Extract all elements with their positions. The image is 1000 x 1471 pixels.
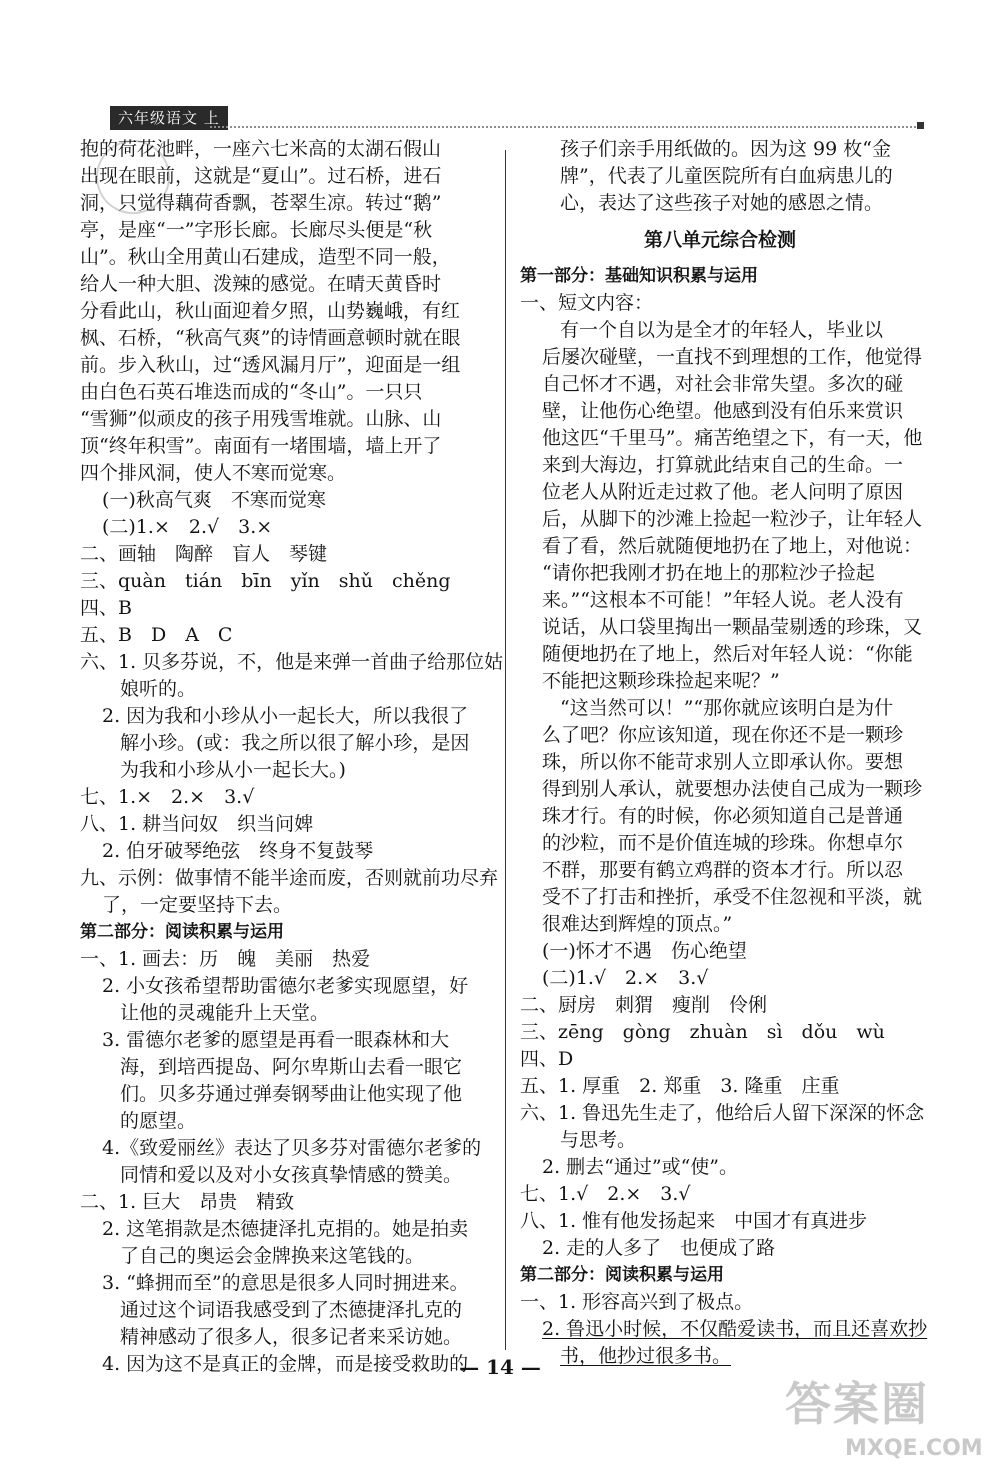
answer-line: 不群，那要有鹤立鸡群的资本才行。所以忍: [542, 859, 904, 881]
answer-line: 三、zēng gòng zhuàn sì dǒu wù: [520, 1021, 885, 1043]
answer-line: 位老人从附近走过救了他。老人问明了原因: [542, 481, 904, 503]
answer-line: “雪狮”似顽皮的孩子用残雪堆就。山脉、山: [80, 408, 442, 430]
answer-line: 枫、石桥，“秋高气爽”的诗情画意顿时就在眼: [80, 327, 461, 349]
answer-line: 通过这个词语我感受到了杰德捷泽扎克的: [120, 1299, 463, 1321]
answer-line: 2. 删去“通过”或“使”。: [542, 1156, 739, 1178]
answer-line: 4. 因为这不是真正的金牌，而是接受救助的: [102, 1353, 469, 1375]
section-heading: 第二部分：阅读积累与运用: [80, 922, 284, 942]
answer-line: 亭，是座“一”字形长廊。长廊尽头便是“秋: [80, 219, 433, 241]
answer-line: 顶“终年积雪”。南面有一堵围墙，墙上开了: [80, 435, 442, 457]
answer-line: (二)1.× 2.√ 3.×: [102, 516, 273, 538]
answer-line: 牌”，代表了儿童医院所有白血病患儿的: [560, 165, 893, 187]
right-column: [520, 136, 928, 1370]
answer-line: 六、1. 鲁迅先生走了，他给后人留下深深的怀念: [520, 1102, 925, 1124]
answer-line: 随便地扔在了地上，然后对年轻人说：“你能: [542, 643, 913, 665]
answer-line: 给人一种大胆、泼辣的感觉。在晴天黄昏时: [80, 273, 442, 295]
answer-line: 2. 伯牙破琴绝弦 终身不复鼓琴: [102, 840, 374, 862]
answer-line: 珠才行。有的时候，你必须知道自己是普通: [542, 805, 904, 827]
answer-line: 2. 因为我和小珍从小一起长大，所以我很了: [102, 705, 469, 727]
answer-line: (一)怀才不遇 伤心绝望: [542, 940, 747, 962]
answer-line: 二、厨房 刺猬 瘦削 伶俐: [520, 994, 768, 1016]
answer-line: 与思考。: [560, 1129, 637, 1151]
answer-line: 么了吧？你应该知道，现在你还不是一颗珍: [542, 724, 904, 746]
answer-line: 壁，让他伤心绝望。他感到没有伯乐来赏识: [542, 400, 904, 422]
answer-line: 抱的荷花池畔，一座六七米高的太湖石假山: [80, 138, 442, 160]
answer-line: 3. “蜂拥而至”的意思是很多人同时拥进来。: [102, 1272, 469, 1294]
answer-line: 娘听的。: [120, 678, 197, 700]
answer-line: 说话，从口袋里掏出一颗晶莹剔透的珍珠，又: [542, 616, 923, 638]
answer-line: 他这匹“千里马”。痛苦绝望之下，有一天，他: [542, 427, 923, 449]
answer-line: 同情和爱以及对小女孩真挚情感的赞美。: [120, 1164, 463, 1186]
answer-line: 前。步入秋山，过“透风漏月厅”，迎面是一组: [80, 354, 461, 376]
answer-line: 六、1. 贝多芬说，不，他是来弹一首曲子给那位姑: [80, 651, 504, 673]
watermark-url: MXQE.COM: [845, 1436, 983, 1461]
answer-line: 2. 小女孩希望帮助雷德尔老爹实现愿望，好: [102, 975, 469, 997]
watermark-logo: [785, 1368, 983, 1463]
answer-line: “请你把我刚才扔在地上的那粒沙子捡起: [542, 562, 875, 584]
answer-line: 解小珍。(或：我之所以很了解小珍，是因: [120, 732, 470, 754]
answer-line: 2. 鲁迅小时候，不仅酷爱读书，而且还喜欢抄: [542, 1318, 928, 1340]
answer-line: 三、quàn tián bīn yǐn shǔ chěng: [80, 570, 451, 592]
answer-line: (二)1.√ 2.× 3.√: [542, 967, 709, 989]
answer-line: 七、1.√ 2.× 3.√: [520, 1183, 691, 1205]
header-square: [917, 122, 924, 129]
answer-line: 们。贝多芬通过弹奏钢琴曲让他实现了他: [120, 1083, 463, 1105]
answer-line: 四、D: [520, 1048, 574, 1070]
answer-line: 一、1. 画去：历 魄 美丽 热爱: [80, 948, 371, 970]
page-number: — 14 —: [459, 1355, 541, 1379]
answer-line: 心，表达了这些孩子对她的感恩之情。: [560, 192, 884, 214]
answer-line: 不能把这颗珍珠捡起来呢？”: [542, 670, 780, 692]
answer-line: 的愿望。: [120, 1110, 197, 1132]
answer-line: “这当然可以！”“那你就应该明白是为什: [560, 697, 894, 719]
answer-line: 3. 雷德尔老爹的愿望是再看一眼森林和大: [102, 1029, 450, 1051]
answer-line: 八、1. 惟有他发扬起来 中国才有真进步: [520, 1210, 868, 1232]
answer-line: 八、1. 耕当问奴 织当问婢: [80, 813, 314, 835]
answer-line: 得到别人承认，就要想办法使自己成为一颗珍: [542, 778, 923, 800]
answer-line: 出现在眼前，这就是“夏山”。过石桥，进石: [80, 165, 442, 187]
answer-line: 珠，所以你不能苛求别人立即承认你。要想: [542, 751, 904, 773]
answer-line: 精神感动了很多人，很多记者来采访她。: [120, 1326, 463, 1348]
answer-line: 书，他抄过很多书。: [560, 1345, 732, 1367]
watermark-title: 答案圈: [785, 1377, 929, 1431]
answer-line: 一、1. 形容高兴到了极点。: [520, 1291, 754, 1313]
answer-line: 受不了打击和挫折，承受不住忽视和平淡，就: [542, 886, 923, 908]
answer-line: 自己怀才不遇，对社会非常失望。多次的碰: [542, 373, 904, 395]
answer-line: 七、1.× 2.× 3.√: [80, 786, 255, 808]
answer-line: 2. 走的人多了 也便成了路: [542, 1237, 776, 1259]
answer-line: 洞，只觉得藕荷香飘，苍翠生凉。转过“鹅”: [80, 192, 442, 214]
answer-line: 为我和小珍从小一起长大。): [120, 759, 346, 781]
answer-line: 的沙粒，而不是价值连城的珍珠。你想卓尔: [542, 832, 904, 854]
answer-line: 2. 这笔捐款是杰德捷泽扎克捐的。她是拍卖: [102, 1218, 469, 1240]
answer-line: (一)秋高气爽 不寒而觉寒: [102, 489, 326, 511]
header-tag: 六年级语文 上: [110, 106, 228, 130]
answer-line: 分看此山，秋山面迎着夕照，山势巍峨，有红: [80, 300, 461, 322]
answer-line: 海，到培西提岛、阿尔卑斯山去看一眼它: [120, 1056, 463, 1078]
answer-line: 山”。秋山全用黄山石建成，造型不同一般，: [80, 246, 451, 268]
answer-line: 4.《致爱丽丝》表达了贝多芬对雷德尔老爹的: [102, 1137, 482, 1159]
answer-line: 了，一定要坚持下去。: [102, 894, 293, 916]
answer-line: 来到大海边，打算就此结束自己的生命。一: [542, 454, 904, 476]
answer-line: 九、示例：做事情不能半途而废，否则就前功尽弃: [80, 867, 499, 889]
answer-line: 四个排风洞，使人不寒而觉寒。: [80, 462, 347, 484]
answer-line: 看了看，然后就随便地扔在了地上，对他说：: [542, 535, 923, 557]
answer-line: 来。”“这根本不可能！”年轻人说。老人没有: [542, 589, 904, 611]
answer-line: 了自己的奥运会金牌换来这笔钱的。: [120, 1245, 425, 1267]
answer-line: 有一个自以为是全才的年轻人，毕业以: [560, 319, 884, 341]
column-divider: [505, 150, 506, 1350]
section-heading: 第二部分：阅读积累与运用: [520, 1265, 724, 1285]
unit-title: 第八单元综合检测: [643, 229, 796, 251]
right-column-answers: [520, 263, 928, 1370]
answer-line: 后屡次碰壁，一直找不到理想的工作，他觉得: [542, 346, 923, 368]
answer-line: 二、画轴 陶醉 盲人 琴键: [80, 543, 328, 565]
answer-line: 后，从脚下的沙滩上捡起一粒沙子，让年轻人: [542, 508, 923, 530]
answer-line: 四、B: [80, 597, 132, 619]
answer-line: 很难达到辉煌的顶点。”: [542, 913, 733, 935]
answer-line: 孩子们亲手用纸做的。因为这 99 枚“金: [560, 138, 891, 160]
answer-line: 让他的灵魂能升上天堂。: [120, 1002, 330, 1024]
header-rule: [210, 126, 920, 128]
answer-line: 二、1. 巨大 昂贵 精致: [80, 1191, 295, 1213]
answer-line: 五、B D A C: [80, 624, 233, 646]
answer-line: 五、1. 厚重 2. 郑重 3. 隆重 庄重: [520, 1075, 840, 1097]
right-column-continuation: [520, 136, 920, 217]
section-heading: 第一部分：基础知识积累与运用: [520, 266, 758, 286]
answer-line: 一、短文内容：: [520, 292, 654, 314]
answer-line: 由白色石英石堆迭而成的“冬山”。一只只: [80, 381, 423, 403]
